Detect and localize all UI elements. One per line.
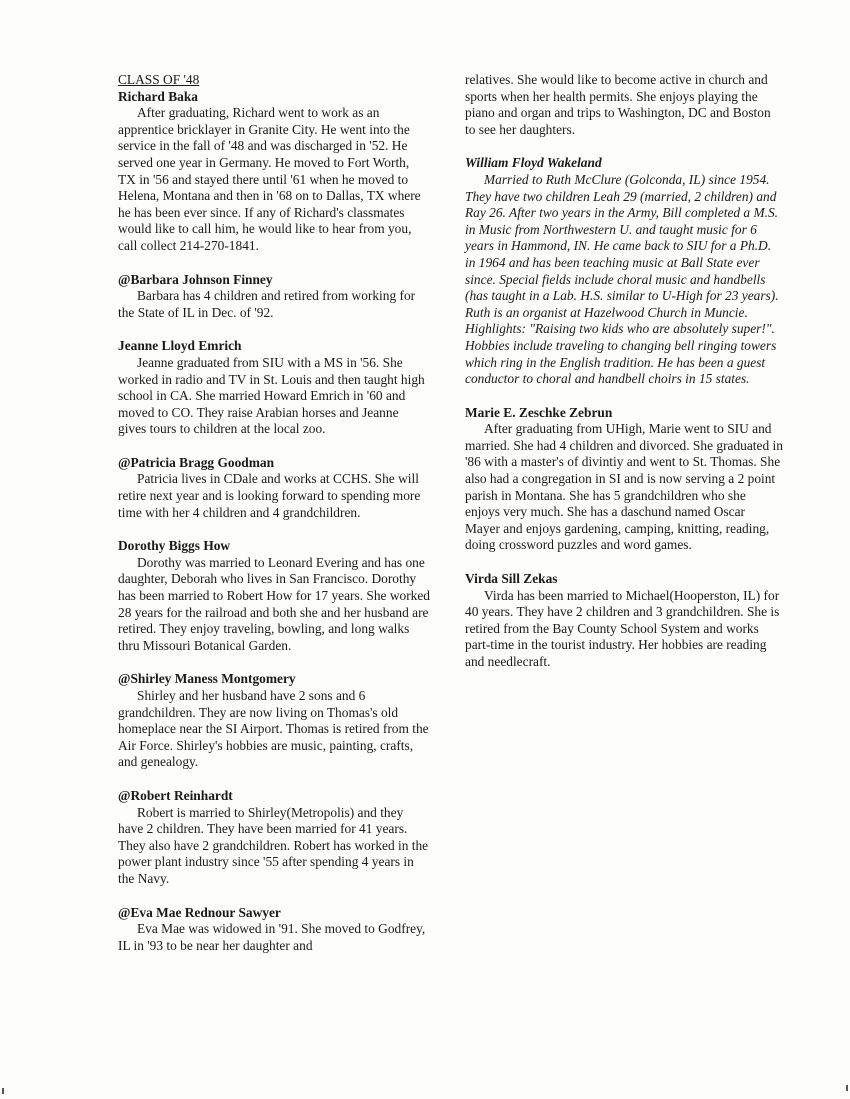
entry-text: Robert is married to Shirley(Metropolis) and they have 2 children. They have been married for 41 years. They also have 2 grandchildren. Robert has worked in the power plant industry since '55 after spending 4 years in the Navy. — [118, 804, 429, 886]
entry-text: Barbara has 4 children and retired from working for the State of IL in Dec. of '92. — [118, 288, 416, 320]
class-header: CLASS OF '48 — [118, 72, 200, 87]
entry-jeanne-lloyd-emrich — [118, 338, 430, 438]
entry-eva-mae-rednour-sawyer — [118, 905, 430, 955]
entry-william-floyd-wakeland — [465, 155, 783, 387]
entry-text: After graduating, Richard went to work as an apprentice bricklayer in Granite City. He went into the service in the fall of '48 and was discharged in '52. He served one year in Germany. He moved to Fort Worth, TX in '56 and stayed there until '61 when he moved to Helena, Montana and then in '68 on to Dallas, TX where he has been ever since. If any of Richard's classmates would like to call him, he would like to hear from you, call collect 214-270-1841. — [118, 105, 421, 253]
entry-name: William Floyd Wakeland — [465, 155, 602, 171]
entry-name: Dorothy Biggs How — [118, 538, 231, 554]
entry-shirley-maness-montgomery — [118, 671, 430, 771]
entry-robert-reinhardt — [118, 788, 430, 888]
entry-name: @Robert Reinhardt — [118, 787, 233, 803]
continuation-text: relatives. She would like to become active in church and sports when her health permits. She enjoys playing the piano and organ and trips to Washington, DC and Boston to see her daughters. — [465, 72, 771, 137]
entry-text: Patricia lives in CDale and works at CCHS. She will retire next year and is looking forward to spending more time with her 4 children and 4 grandchildren. — [118, 471, 421, 520]
entry-text: Virda has been married to Michael(Hooperston, IL) for 40 years. They have 2 children and 3 grandchildren. She is retired from the Bay County School System and works part-time in the tourist industry. Her hobbies are reading and needlecraft. — [465, 587, 780, 669]
entry-name: @Shirley Maness Montgomery — [118, 671, 296, 687]
entry-text: After graduating from UHigh, Marie went to SIU and married. She had 4 children and divorced. She graduated in '86 with a master's of divintiy and went to St. Thomas. She also had a congregation in SI and is now serving a 2 point parish in Montana. She has 5 grandchildren who she enjoys very much. She has a daschund named Oscar Mayer and enjoys gardening, camping, knitting, reading, doing crossword puzzles and word games. — [465, 421, 783, 553]
entry-name: @Patricia Bragg Goodman — [118, 454, 275, 470]
entry-name: Marie E. Zeschke Zebrun — [465, 404, 613, 420]
scan-edge-mark — [846, 1085, 848, 1091]
entry-text: Eva Mae was widowed in '91. She moved to Godfrey, IL in '93 to be near her daughter and — [118, 921, 426, 953]
entry-name: Virda Sill Zekas — [465, 571, 558, 587]
entry-continuation — [465, 72, 783, 138]
entry-richard-baka — [118, 89, 430, 255]
entry-text: Married to Ruth McClure (Golconda, IL) since 1954. They have two children Leah 29 (married, 2 children) and Ray 26. After two years in the Army, Bill completed a M.S. in Music from Northwestern U. and taught music for 6 years in Hammond, IN. He came back to SIU for a Ph.D. in 1964 and has been teaching music at Ball State ever since. Special fields include choral music and handbells (has taught in a Lab. H.S. similar to U-High for 23 years). Ruth is an organist at Hazelwood Church in Muncie. Highlights: "Raising two kids who are absolutely super!". Hobbies include traveling to changing bell ringing towers which ring in the English tradition. He has been a guest conductor to choral and handbell choirs in 15 states. — [465, 171, 779, 387]
entry-patricia-bragg-goodman — [118, 455, 430, 521]
entry-barbara-johnson-finney — [118, 272, 430, 322]
right-column — [465, 72, 783, 688]
scan-edge-mark — [2, 1088, 4, 1094]
entry-dorothy-biggs-how — [118, 538, 430, 654]
entry-virda-sill-zekas — [465, 571, 783, 671]
entry-text: Shirley and her husband have 2 sons and 6 grandchildren. They are now living on Thomas's old homeplace near the SI Airport. Thomas is retired from the Air Force. Shirley's hobbies are music, painting, crafts, and genealogy. — [118, 688, 429, 770]
entry-name: @Eva Mae Rednour Sawyer — [118, 904, 281, 920]
entry-text: Jeanne graduated from SIU with a MS in '56. She worked in radio and TV in St. Louis and then taught high school in CA. She married Howard Emrich in '60 and moved to CO. They raise Arabian horses and Jeanne gives tours to children at the local zoo. — [118, 354, 425, 437]
entry-text: Dorothy was married to Leonard Evering and has one daughter, Deborah who lives in San Francisco. Dorothy has been married to Robert How for 17 years. She worked 28 years for the railroad and both she and her husband are retired. They enjoy traveling, bowling, and long walks thru Missouri Botanical Garden. — [118, 554, 430, 653]
entry-marie-zeschke-zebrun — [465, 405, 783, 554]
entry-name: Richard Baka — [118, 88, 198, 104]
entry-name: @Barbara Johnson Finney — [118, 271, 273, 287]
entry-name: Jeanne Lloyd Emrich — [118, 338, 242, 354]
left-column — [118, 72, 430, 971]
